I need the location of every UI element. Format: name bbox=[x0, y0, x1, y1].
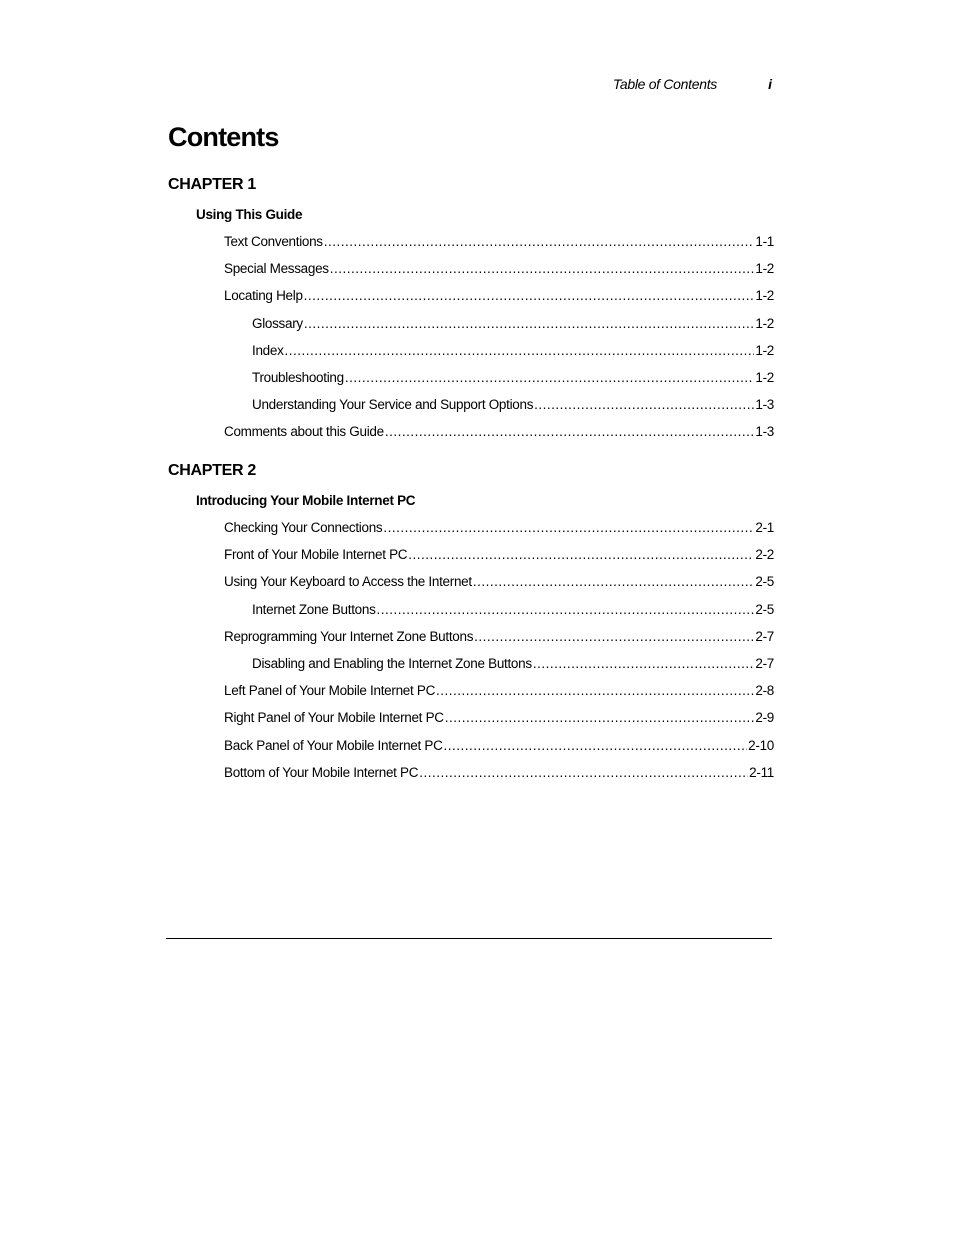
toc-entry-label: Internet Zone Buttons bbox=[252, 602, 376, 617]
toc-entry[interactable] bbox=[224, 738, 774, 756]
section-heading: Introducing Your Mobile Internet PC bbox=[196, 493, 416, 508]
toc-entry-label: Back Panel of Your Mobile Internet PC bbox=[224, 738, 443, 753]
toc-entry[interactable] bbox=[252, 656, 774, 674]
footer-divider bbox=[166, 938, 772, 939]
toc-entry[interactable] bbox=[224, 288, 774, 306]
toc-entry-label: Using Your Keyboard to Access the Internet bbox=[224, 574, 472, 589]
toc-entry[interactable] bbox=[224, 547, 774, 565]
toc-entry[interactable] bbox=[224, 574, 774, 592]
toc-entry-page: 2-7 bbox=[755, 656, 774, 671]
toc-entry-label: Reprogramming Your Internet Zone Buttons bbox=[224, 629, 474, 644]
toc-entry[interactable] bbox=[224, 261, 774, 279]
toc-entry-page: 2-5 bbox=[755, 574, 774, 589]
toc-leader-dots bbox=[408, 547, 754, 562]
toc-entry-label: Text Conventions bbox=[224, 234, 323, 249]
toc-entry-page: 1-2 bbox=[755, 370, 774, 385]
toc-leader-dots bbox=[383, 520, 754, 535]
toc-entry-label: Troubleshooting bbox=[252, 370, 344, 385]
toc-leader-dots bbox=[304, 316, 755, 331]
toc-entry[interactable] bbox=[224, 629, 774, 647]
toc-leader-dots bbox=[345, 370, 755, 385]
chapter-heading: CHAPTER 1 bbox=[168, 176, 256, 193]
toc-leader-dots bbox=[473, 574, 755, 589]
toc-leader-dots bbox=[474, 629, 754, 644]
toc-entry-page: 2-2 bbox=[755, 547, 774, 562]
toc-entry-label: Comments about this Guide bbox=[224, 424, 384, 439]
toc-entry[interactable] bbox=[224, 710, 774, 728]
toc-leader-dots bbox=[419, 765, 748, 780]
toc-leader-dots bbox=[534, 397, 754, 412]
toc-entry[interactable] bbox=[252, 343, 774, 361]
toc-entry-page: 2-11 bbox=[749, 765, 774, 780]
toc-entry-page: 2-10 bbox=[748, 738, 774, 753]
running-header bbox=[560, 76, 774, 94]
toc-entry-label: Understanding Your Service and Support Options bbox=[252, 397, 534, 412]
toc-entry-page: 1-2 bbox=[755, 261, 774, 276]
toc-entry-label: Left Panel of Your Mobile Internet PC bbox=[224, 683, 436, 698]
toc-entry-label: Bottom of Your Mobile Internet PC bbox=[224, 765, 419, 780]
toc-entry-page: 1-2 bbox=[755, 316, 774, 331]
section-heading: Using This Guide bbox=[196, 207, 303, 222]
toc-leader-dots bbox=[436, 683, 754, 698]
toc-leader-dots bbox=[324, 234, 755, 249]
toc-leader-dots bbox=[304, 288, 755, 303]
toc-entry[interactable] bbox=[224, 683, 774, 701]
chapter-heading: CHAPTER 2 bbox=[168, 462, 256, 479]
toc-entry[interactable] bbox=[252, 602, 774, 620]
toc-entry-label: Right Panel of Your Mobile Internet PC bbox=[224, 710, 444, 725]
running-header-title: Table of Contents bbox=[612, 76, 717, 92]
toc-leader-dots bbox=[330, 261, 755, 276]
toc-entry-page: 1-1 bbox=[755, 234, 774, 249]
toc-entry[interactable] bbox=[252, 397, 774, 415]
toc-leader-dots bbox=[377, 602, 755, 617]
toc-entry-page: 1-2 bbox=[755, 288, 774, 303]
toc-entry[interactable] bbox=[224, 765, 774, 783]
toc-entry[interactable] bbox=[252, 370, 774, 388]
toc-entry-page: 1-2 bbox=[755, 343, 774, 358]
page-title: Contents bbox=[168, 122, 279, 152]
toc-entry-page: 2-9 bbox=[755, 710, 774, 725]
running-header-page-number: i bbox=[768, 76, 772, 92]
toc-leader-dots bbox=[533, 656, 755, 671]
toc-entry-page: 1-3 bbox=[755, 397, 774, 412]
toc-entry-page: 2-7 bbox=[755, 629, 774, 644]
toc-entry-page: 2-5 bbox=[755, 602, 774, 617]
toc-entry[interactable] bbox=[224, 520, 774, 538]
toc-entry-page: 2-8 bbox=[755, 683, 774, 698]
toc-entry[interactable] bbox=[252, 316, 774, 334]
toc-entry-label: Special Messages bbox=[224, 261, 329, 276]
toc-entry-label: Disabling and Enabling the Internet Zone Buttons bbox=[252, 656, 532, 671]
toc-entry-page: 1-3 bbox=[755, 424, 774, 439]
toc-entry-label: Index bbox=[252, 343, 284, 358]
toc-entry-label: Locating Help bbox=[224, 288, 303, 303]
toc-leader-dots bbox=[444, 738, 748, 753]
toc-leader-dots bbox=[445, 710, 755, 725]
toc-leader-dots bbox=[285, 343, 755, 358]
toc-entry[interactable] bbox=[224, 234, 774, 252]
toc-entry[interactable] bbox=[224, 424, 774, 442]
toc-entry-label: Checking Your Connections bbox=[224, 520, 383, 535]
toc-entry-label: Front of Your Mobile Internet PC bbox=[224, 547, 408, 562]
toc-entry-page: 2-1 bbox=[755, 520, 774, 535]
toc-entry-label: Glossary bbox=[252, 316, 303, 331]
toc-leader-dots bbox=[385, 424, 755, 439]
